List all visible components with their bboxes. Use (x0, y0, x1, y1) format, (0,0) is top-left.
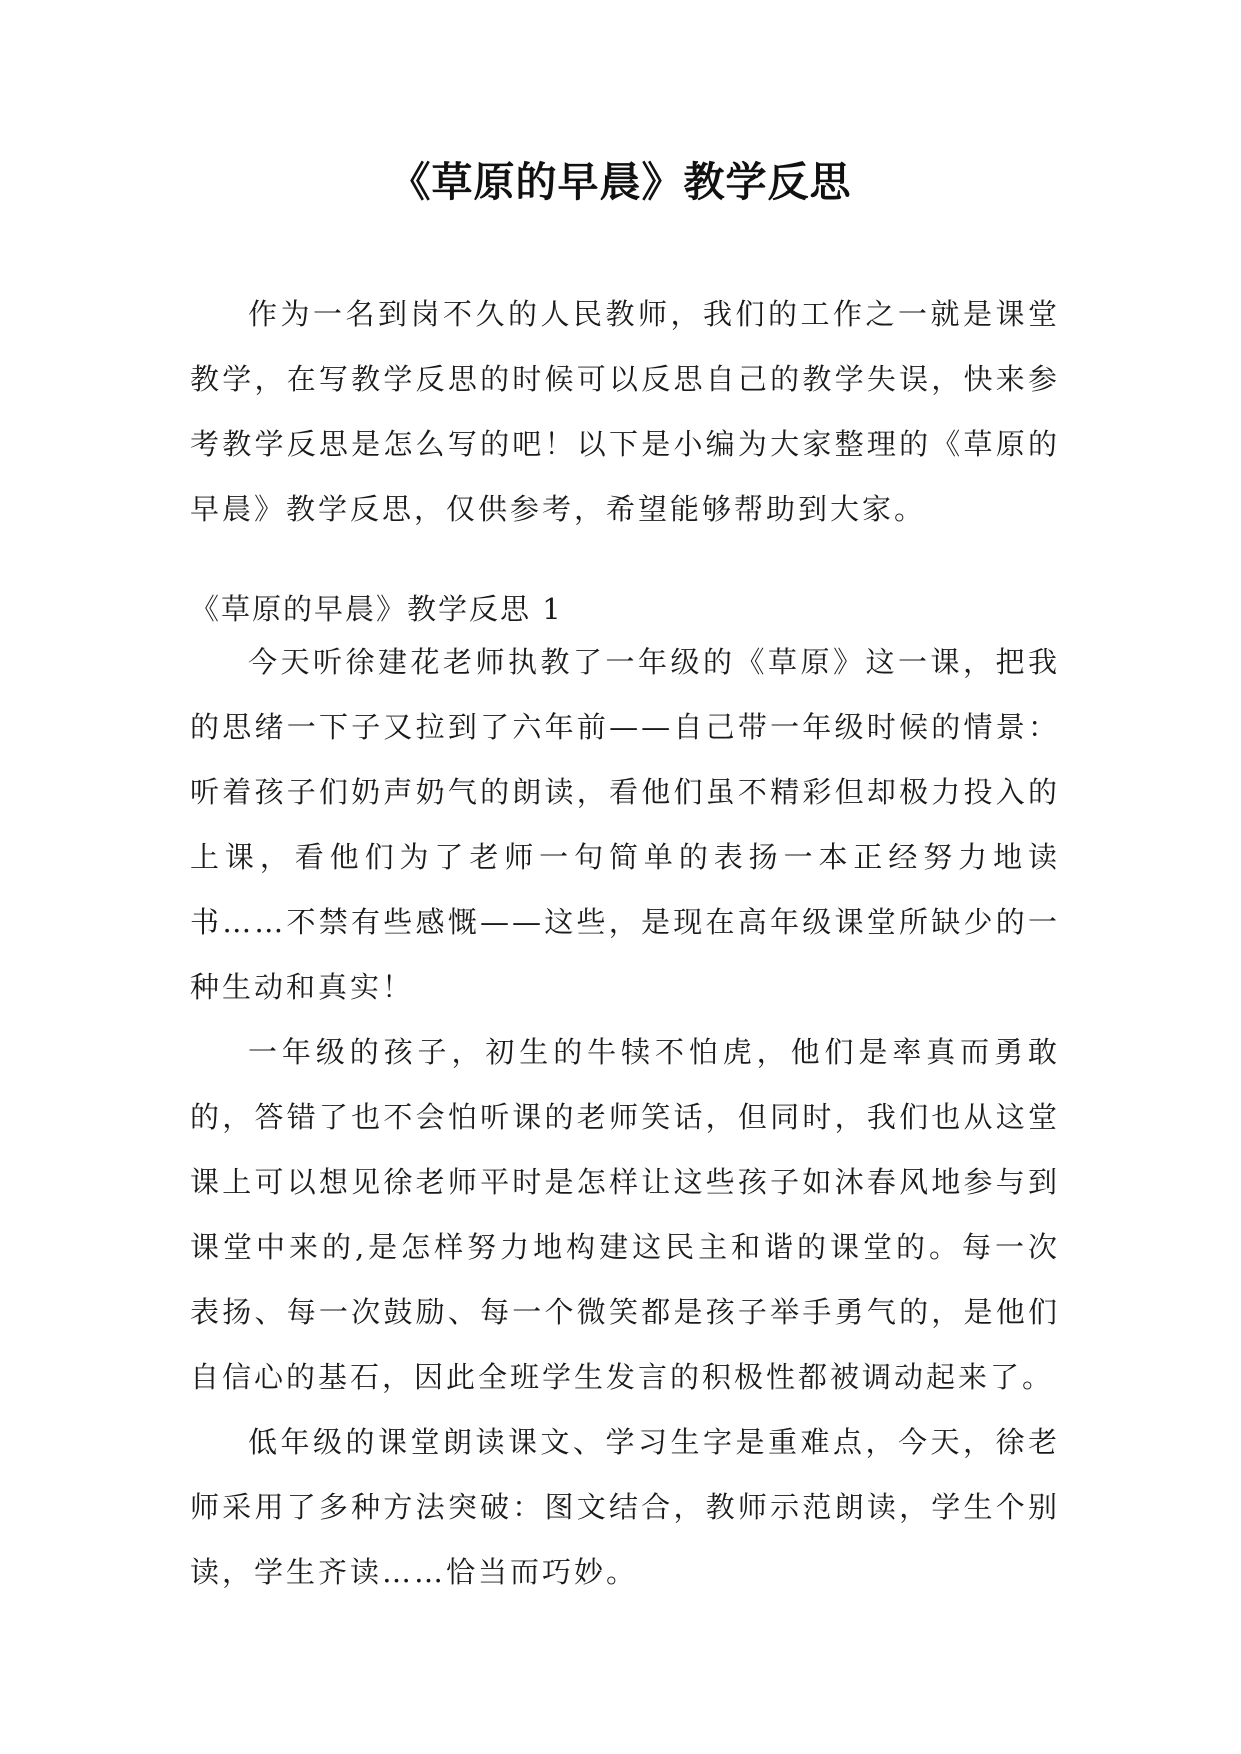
section-paragraph: 低年级的课堂朗读课文、学习生字是重难点，今天，徐老师采用了多种方法突破：图文结合，教师示范朗读，学生个别读，学生齐读……恰当而巧妙。 (190, 1425, 1060, 1589)
section-paragraph: 今天听徐建花老师执教了一年级的《草原》这一课，把我的思绪一下子又拉到了六年前——自己带一年级时候的情景：听着孩子们奶声奶气的朗读，看他们虽不精彩但却极力投入的上课，看他们为了老师一句简单的表扬一本正经努力地读书……不禁有些感慨——这些，是现在高年级课堂所缺少的一种生动和真实！ (190, 645, 1060, 1004)
intro-section (190, 282, 1060, 542)
section-body (190, 630, 1060, 1605)
intro-paragraph: 作为一名到岗不久的人民教师，我们的工作之一就是课堂教学，在写教学反思的时候可以反思自己的教学失误，快来参考教学反思是怎么写的吧！以下是小编为大家整理的《草原的早晨》教学反思，仅供参考，希望能够帮助到大家。 (190, 297, 1060, 526)
document-title: 《草原的早晨》教学反思 (389, 158, 852, 206)
section-paragraph: 一年级的孩子，初生的牛犊不怕虎，他们是率真而勇敢的，答错了也不会怕听课的老师笑话，但同时，我们也从这堂课上可以想见徐老师平时是怎样让这些孩子如沐春风地参与到课堂中来的,是怎样努力地构建这民主和谐的课堂的。每一次表扬、每一次鼓励、每一个微笑都是孩子举手勇气的，是他们自信心的基石，因此全班学生发言的积极性都被调动起来了。 (190, 1035, 1060, 1394)
section-heading: 《草原的早晨》教学反思 1 (190, 592, 563, 626)
